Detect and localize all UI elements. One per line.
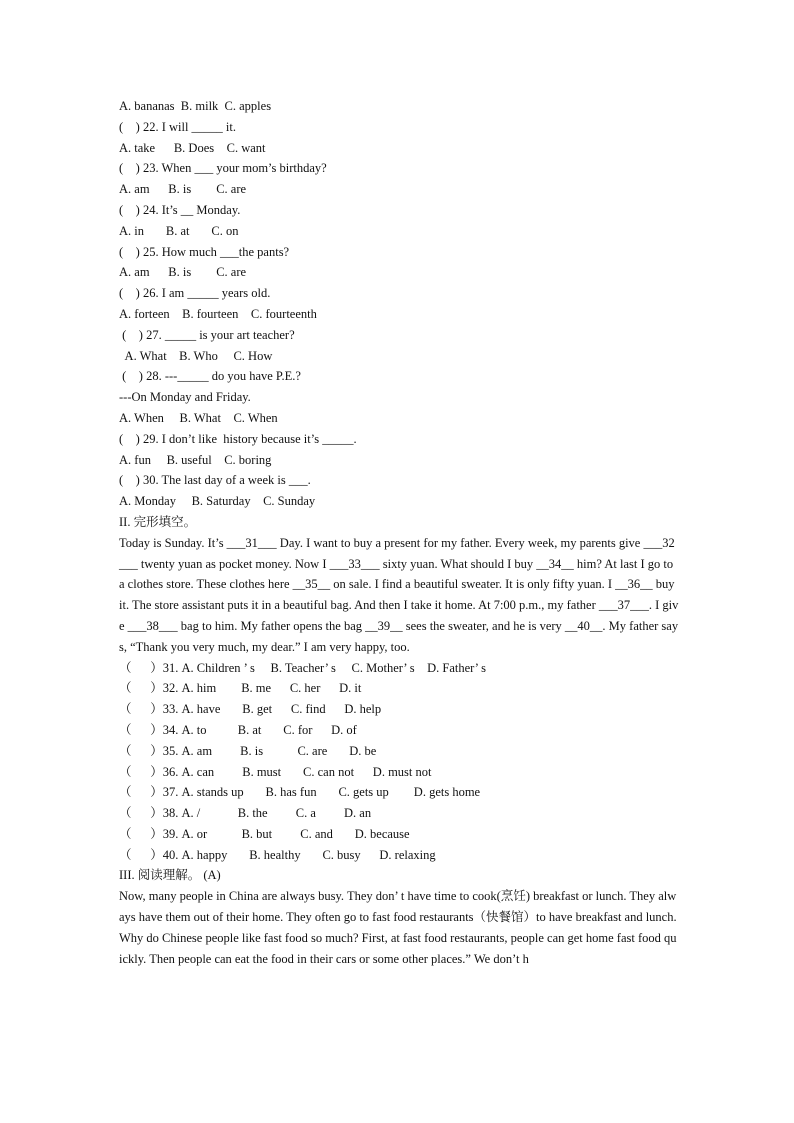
question-line: ( ) 30. The last day of a week is ___. bbox=[119, 473, 311, 488]
question-line: A. fun B. useful C. boring bbox=[119, 452, 272, 467]
option-line: （ ）39. A. or B. but C. and D. because bbox=[119, 826, 410, 841]
question-line: A. bananas B. milk C. apples bbox=[119, 99, 272, 113]
question-line: ( ) 22. I will _____ it. bbox=[119, 119, 237, 134]
option-line: （ ）40. A. happy B. healthy C. busy D. relaxing bbox=[119, 847, 436, 862]
section-2-heading: II. 完形填空。 bbox=[119, 514, 197, 529]
option-line: （ ）37. A. stands up B. has fun C. gets up D. gets home bbox=[119, 785, 481, 800]
option-line: （ ）32. A. him B. me C. her D. it bbox=[119, 681, 362, 696]
question-line: A. am B. is C. are bbox=[119, 182, 247, 197]
question-line: A. When B. What C. When bbox=[119, 410, 278, 425]
question-line: ( ) 29. I don’t like history because it’s _____. bbox=[119, 431, 357, 446]
option-line: （ ）38. A. / B. the C. a D. an bbox=[119, 806, 372, 821]
question-line: ( ) 25. How much ___the pants? bbox=[119, 244, 290, 259]
question-line: A. in B. at C. on bbox=[119, 223, 239, 238]
question-line: ---On Monday and Friday. bbox=[119, 390, 251, 405]
option-line: （ ）34. A. to B. at C. for D. of bbox=[119, 722, 357, 737]
question-line: A. take B. Does C. want bbox=[119, 140, 266, 155]
section-3-heading: III. 阅读理解。 (A) bbox=[119, 868, 221, 883]
part1-questions bbox=[119, 96, 679, 512]
cloze-passage: Today is Sunday. It’s ___31___ Day. I want to buy a present for my father. Every week, my parents give ___32___ twenty yuan as pocket money. Now I ___33___ sixty yuan. What should I buy __34__ him? At last I go to a clothes store. These clothes here __35__ on sale. I find a beautiful sweater. It is only fifty yuan. I __36__ buy it. The store assistant puts it in a beautiful bag. And then I take it home. At 7:00 p.m., my father ___37___. I give ___38___ bag to him. My father opens the bag __39__ sees the sweater, and he is very __40__. My father says, “Thank you very much, my dear.” I am very happy, too. bbox=[119, 535, 679, 654]
reading-paragraph: Now, many people in China are always busy. They don’ t have time to cook(烹饪) breakfast or lunch. They always have them out of their home. They often go to fast food restaurants（快餐馆）to have breakfast and lunch. bbox=[119, 889, 677, 925]
question-line: ( ) 23. When ___ your mom’s birthday? bbox=[119, 161, 327, 176]
question-line: ( ) 26. I am _____ years old. bbox=[119, 286, 271, 301]
option-line: （ ）36. A. can B. must C. can not D. must not bbox=[119, 764, 432, 779]
question-line: ( ) 28. ---_____ do you have P.E.? bbox=[119, 369, 301, 384]
question-line: ( ) 24. It’s __ Monday. bbox=[119, 202, 241, 217]
option-line: （ ）33. A. have B. get C. find D. help bbox=[119, 702, 382, 717]
option-line: （ ）31. A. Children ’ s B. Teacher’ s C. Mother’ s D. Father’ s bbox=[119, 660, 487, 675]
reading-paragraph: Why do Chinese people like fast food so much? First, at fast food restaurants, people can get home fast food quickly. Then people can eat the food in their cars or some other places.” We don’t h bbox=[119, 930, 677, 966]
worksheet-page bbox=[119, 96, 679, 969]
question-line: A. am B. is C. are bbox=[119, 265, 247, 280]
cloze-options bbox=[119, 658, 679, 866]
option-line: （ ）35. A. am B. is C. are D. be bbox=[119, 743, 377, 758]
question-line: A. What B. Who C. How bbox=[119, 348, 273, 363]
question-line: ( ) 27. _____ is your art teacher? bbox=[119, 327, 295, 342]
question-line: A. Monday B. Saturday C. Sunday bbox=[119, 494, 316, 509]
question-line: A. forteen B. fourteen C. fourteenth bbox=[119, 306, 317, 321]
